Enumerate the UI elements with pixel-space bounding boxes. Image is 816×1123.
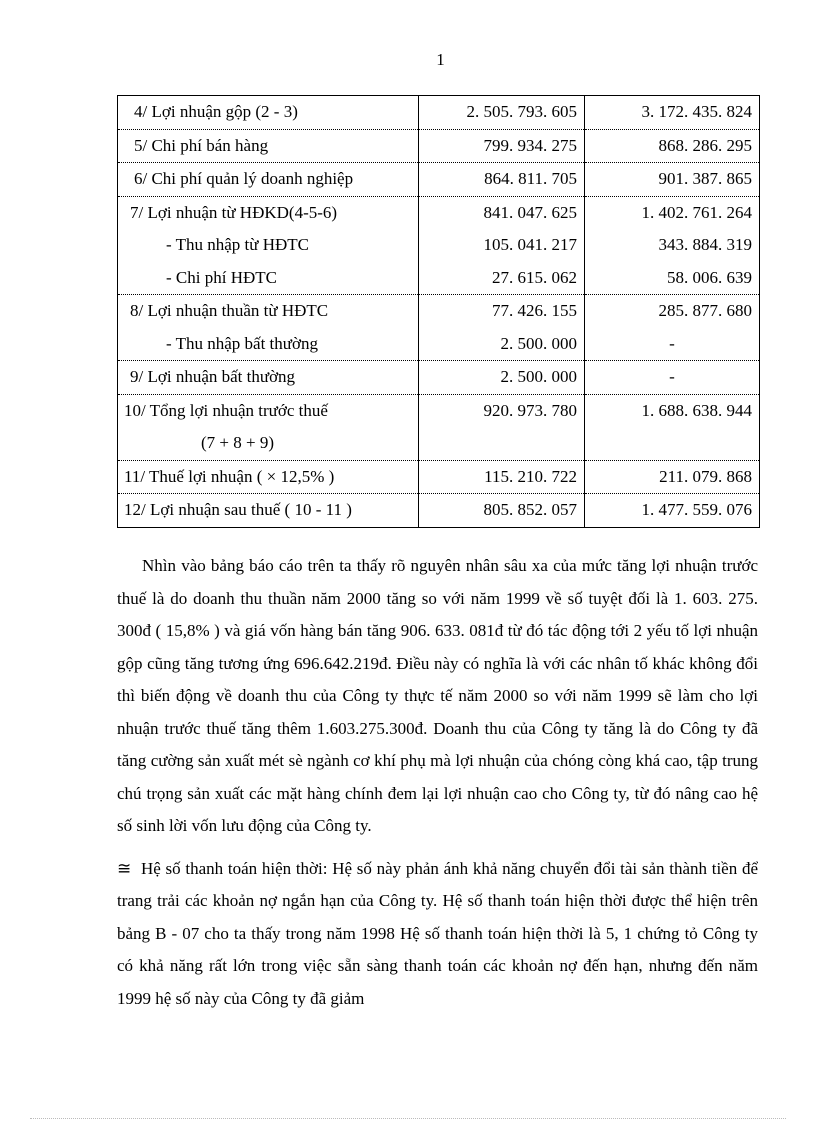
analysis-paragraph: Nhìn vào bảng báo cáo trên ta thấy rõ nguyên nhân sâu xa của mức tăng lợi nhuận trước thuế là do doanh thu thuần năm 2000 tăng so với năm 1999 về số tuyệt đối là 1. 603. 275. 300đ ( 15,8% ) và giá vốn hàng bán tăng 906. 633. 081đ từ đó tác động tới 2 yếu tố lợi nhuận gộp cũng tăng tương ứng 696.642.219đ. Điều này có nghĩa là với các nhân tố khác không đổi thì biến động về doanh thu của Công ty thực tế năm 2000 so với năm 1999 sẽ làm cho lợi nhuận trước thuế tăng thêm 1.603.275.300đ. Doanh thu của Công ty tăng là do Công ty đã tăng cường sản xuất mét sè ngành cơ khí phụ mà lợi nhuận của chóng còng khá cao, tập trung chú trọng sản xuất các mặt hàng chính đem lại lợi nhuận cao cho Công ty, từ đó nâng cao hệ số sinh lời vốn lưu động của Công ty.	[117, 556, 758, 835]
profit-report-table	[117, 95, 760, 528]
table-row	[118, 394, 760, 460]
cell-value: 115. 210. 722	[484, 466, 577, 486]
cell-value: 211. 079. 868	[659, 466, 752, 486]
cell-value	[585, 427, 759, 460]
value-1999-cell	[419, 163, 585, 197]
body-text	[117, 550, 758, 1015]
cell-value: 920. 973. 780	[483, 400, 577, 420]
cell-value: 1. 477. 559. 076	[641, 500, 752, 519]
value-1999-cell	[419, 295, 585, 361]
row-label: (7 + 8 + 9)	[201, 433, 274, 452]
row-label: 11/ Thuế lợi nhuận ( × 12,5% )	[124, 466, 335, 486]
table-row	[118, 460, 760, 494]
table-row	[118, 361, 760, 395]
table-row	[118, 494, 760, 528]
cell-value: 2. 505. 793. 605	[466, 102, 577, 121]
cell-value: 901. 387. 865	[658, 169, 752, 188]
cell-value: 285. 877. 680	[658, 301, 752, 320]
page-number: 1	[436, 50, 445, 69]
cell-value: 77. 426. 155	[492, 301, 577, 320]
row-label-cell	[118, 494, 419, 528]
row-label: 8/ Lợi nhuận thuần từ HĐTC	[130, 301, 329, 320]
value-1999-cell	[419, 494, 585, 528]
value-1999-cell	[419, 196, 585, 295]
row-label-cell	[118, 129, 419, 163]
row-label: 6/ Chi phí quản lý doanh nghiệp	[134, 169, 354, 188]
cell-value: 58. 006. 639	[667, 267, 752, 287]
cell-value: 2. 500. 000	[500, 367, 577, 386]
row-label: 10/ Tổng lợi nhuận trước thuế	[124, 400, 328, 420]
row-label-cell	[118, 394, 419, 460]
row-label: 7/ Lợi nhuận từ HĐKD(4-5-6)	[130, 202, 338, 222]
cell-value: 343. 884. 319	[658, 235, 752, 254]
row-label: 9/ Lợi nhuận bất thường	[130, 367, 296, 386]
cell-value: 868. 286. 295	[658, 135, 752, 155]
value-2000-cell	[585, 394, 760, 460]
cell-value: 3. 172. 435. 824	[641, 102, 752, 121]
cell-value: 799. 934. 275	[483, 135, 577, 155]
value-1999-cell	[419, 460, 585, 494]
value-2000-cell	[585, 295, 760, 361]
value-1999-cell	[419, 394, 585, 460]
table-row	[118, 96, 760, 130]
row-label: 4/ Lợi nhuận gộp (2 - 3)	[134, 102, 298, 121]
value-1999-cell	[419, 361, 585, 395]
cell-value: 105. 041. 217	[483, 235, 577, 254]
row-label: - Chi phí HĐTC	[166, 267, 277, 287]
row-label-cell	[118, 361, 419, 395]
cell-value	[419, 427, 584, 460]
table-row	[118, 129, 760, 163]
row-label-cell	[118, 295, 419, 361]
value-2000-cell	[585, 361, 760, 395]
row-label-cell	[118, 163, 419, 197]
row-label: - Thu nhập từ HĐTC	[166, 235, 309, 254]
row-label: 12/ Lợi nhuận sau thuế ( 10 - 11 )	[124, 500, 352, 519]
table-row	[118, 295, 760, 361]
table-row	[118, 196, 760, 295]
approx-symbol: ≅	[117, 858, 132, 878]
current-ratio-paragraph	[117, 853, 758, 1016]
cell-value: 1. 688. 638. 944	[641, 400, 752, 420]
current-ratio-text: Hệ số thanh toán hiện thời: Hệ số này phản ánh khả năng chuyển đổi tài sản thành tiền để trang trải các khoản nợ ngắn hạn của Công ty. Hệ số thanh toán hiện thời được thể hiện trên bảng B - 07 cho ta thấy trong năm 1998 Hệ số thanh toán hiện thời là 5, 1 chứng tỏ Công ty có khả năng rất lớn trong việc sẵn sàng thanh toán các khoản nợ đến hạn, nhưng đến năm 1999 hệ số này của Công ty đã giảm	[117, 858, 758, 1008]
row-label: 5/ Chi phí bán hàng	[134, 135, 269, 155]
value-1999-cell	[419, 129, 585, 163]
value-2000-cell	[585, 129, 760, 163]
cell-value: 1. 402. 761. 264	[641, 202, 752, 222]
cell-value: 841. 047. 625	[483, 202, 577, 222]
page-bottom-divider	[30, 1118, 786, 1119]
row-label-cell	[118, 460, 419, 494]
cell-value: 864. 811. 705	[484, 169, 577, 188]
row-label: - Thu nhập bất thường	[166, 333, 318, 353]
value-1999-cell	[419, 96, 585, 130]
value-2000-cell	[585, 494, 760, 528]
row-label-cell	[118, 96, 419, 130]
table-row	[118, 163, 760, 197]
cell-value: 27. 615. 062	[492, 267, 577, 287]
row-label-cell	[118, 196, 419, 295]
value-2000-cell	[585, 96, 760, 130]
value-2000-cell	[585, 163, 760, 197]
cell-value: -	[669, 333, 675, 353]
cell-value: 2. 500. 000	[500, 333, 577, 353]
value-2000-cell	[585, 196, 760, 295]
cell-value: -	[669, 367, 675, 386]
value-2000-cell	[585, 460, 760, 494]
cell-value: 805. 852. 057	[483, 500, 577, 519]
